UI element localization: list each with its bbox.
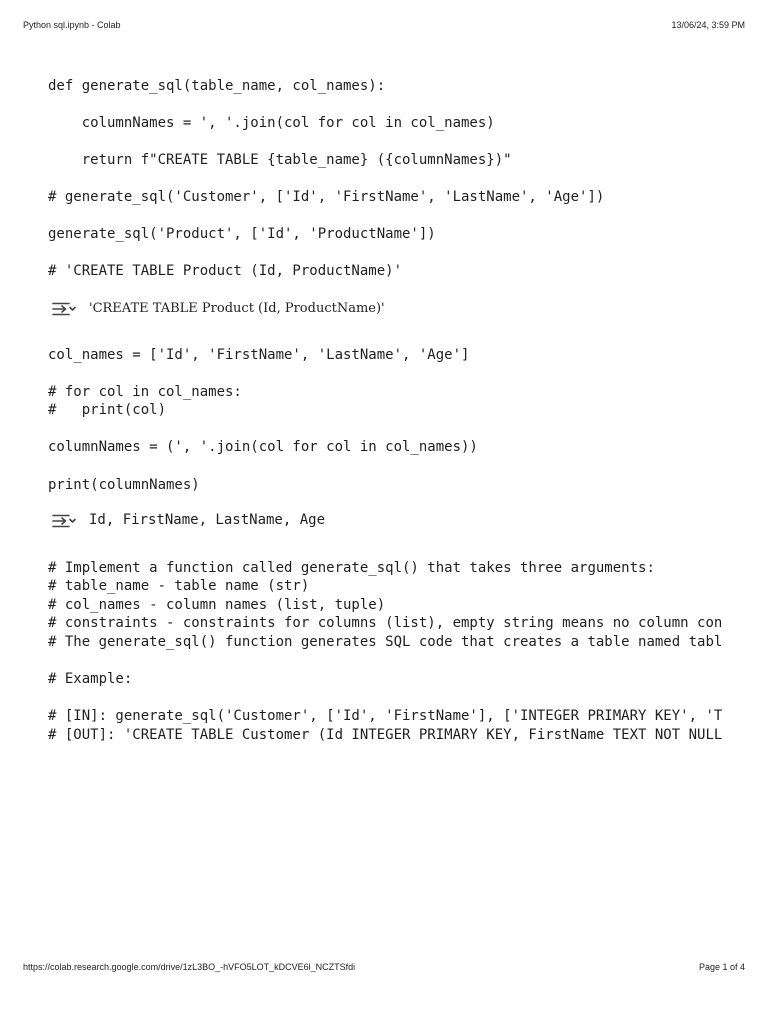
output-arrow-icon[interactable] bbox=[52, 513, 76, 529]
page-number: Page 1 of 4 bbox=[698, 962, 745, 972]
code-line[interactable]: # for col in col_names: bbox=[48, 384, 242, 400]
document-title: Python sql.ipynb - Colab bbox=[23, 20, 121, 30]
code-line[interactable]: # [OUT]: 'CREATE TABLE Customer (Id INTEGER PRIMARY KEY, FirstName TEXT NOT NULL bbox=[48, 727, 723, 743]
code-line[interactable]: # generate_sql('Customer', ['Id', 'FirstName', 'LastName', 'Age']) bbox=[48, 189, 605, 205]
code-line[interactable]: # constraints - constraints for columns (list), empty string means no column con bbox=[48, 615, 723, 631]
code-line[interactable]: # print(col) bbox=[48, 402, 167, 418]
page-url: https://colab.research.google.com/drive/1zL3BO_-hVFO5LOT_kDCVE6l_NCZTSfdi bbox=[23, 962, 356, 972]
code-line[interactable]: columnNames = (', '.join(col for col in col_names)) bbox=[48, 439, 478, 455]
code-line[interactable]: # Implement a function called generate_sql() that takes three arguments: bbox=[48, 560, 655, 576]
code-line[interactable]: # [IN]: generate_sql('Customer', ['Id', 'FirstName'], ['INTEGER PRIMARY KEY', 'T bbox=[48, 708, 723, 724]
code-line[interactable]: print(columnNames) bbox=[48, 477, 200, 493]
code-line[interactable]: # 'CREATE TABLE Product (Id, ProductName)' bbox=[48, 263, 403, 279]
print-datetime: 13/06/24, 3:59 PM bbox=[671, 20, 745, 30]
code-line[interactable]: col_names = ['Id', 'FirstName', 'LastName', 'Age'] bbox=[48, 347, 470, 363]
code-line[interactable]: return f"CREATE TABLE {table_name} ({columnNames})" bbox=[48, 152, 512, 168]
print-footer bbox=[23, 962, 745, 974]
code-line[interactable]: def generate_sql(table_name, col_names): bbox=[48, 78, 386, 94]
cell-output: 'CREATE TABLE Product (Id, ProductName)' bbox=[89, 301, 385, 316]
cell-output: Id, FirstName, LastName, Age bbox=[89, 512, 326, 528]
code-line[interactable]: # Example: bbox=[48, 671, 133, 687]
code-line[interactable]: # The generate_sql() function generates SQL code that creates a table named tabl bbox=[48, 634, 723, 650]
output-arrow-icon[interactable] bbox=[52, 301, 76, 317]
code-line[interactable]: generate_sql('Product', ['Id', 'ProductName']) bbox=[48, 226, 436, 242]
code-line[interactable]: # table_name - table name (str) bbox=[48, 578, 310, 594]
code-line[interactable]: # col_names - column names (list, tuple) bbox=[48, 597, 386, 613]
code-line[interactable]: columnNames = ', '.join(col for col in col_names) bbox=[48, 115, 495, 131]
